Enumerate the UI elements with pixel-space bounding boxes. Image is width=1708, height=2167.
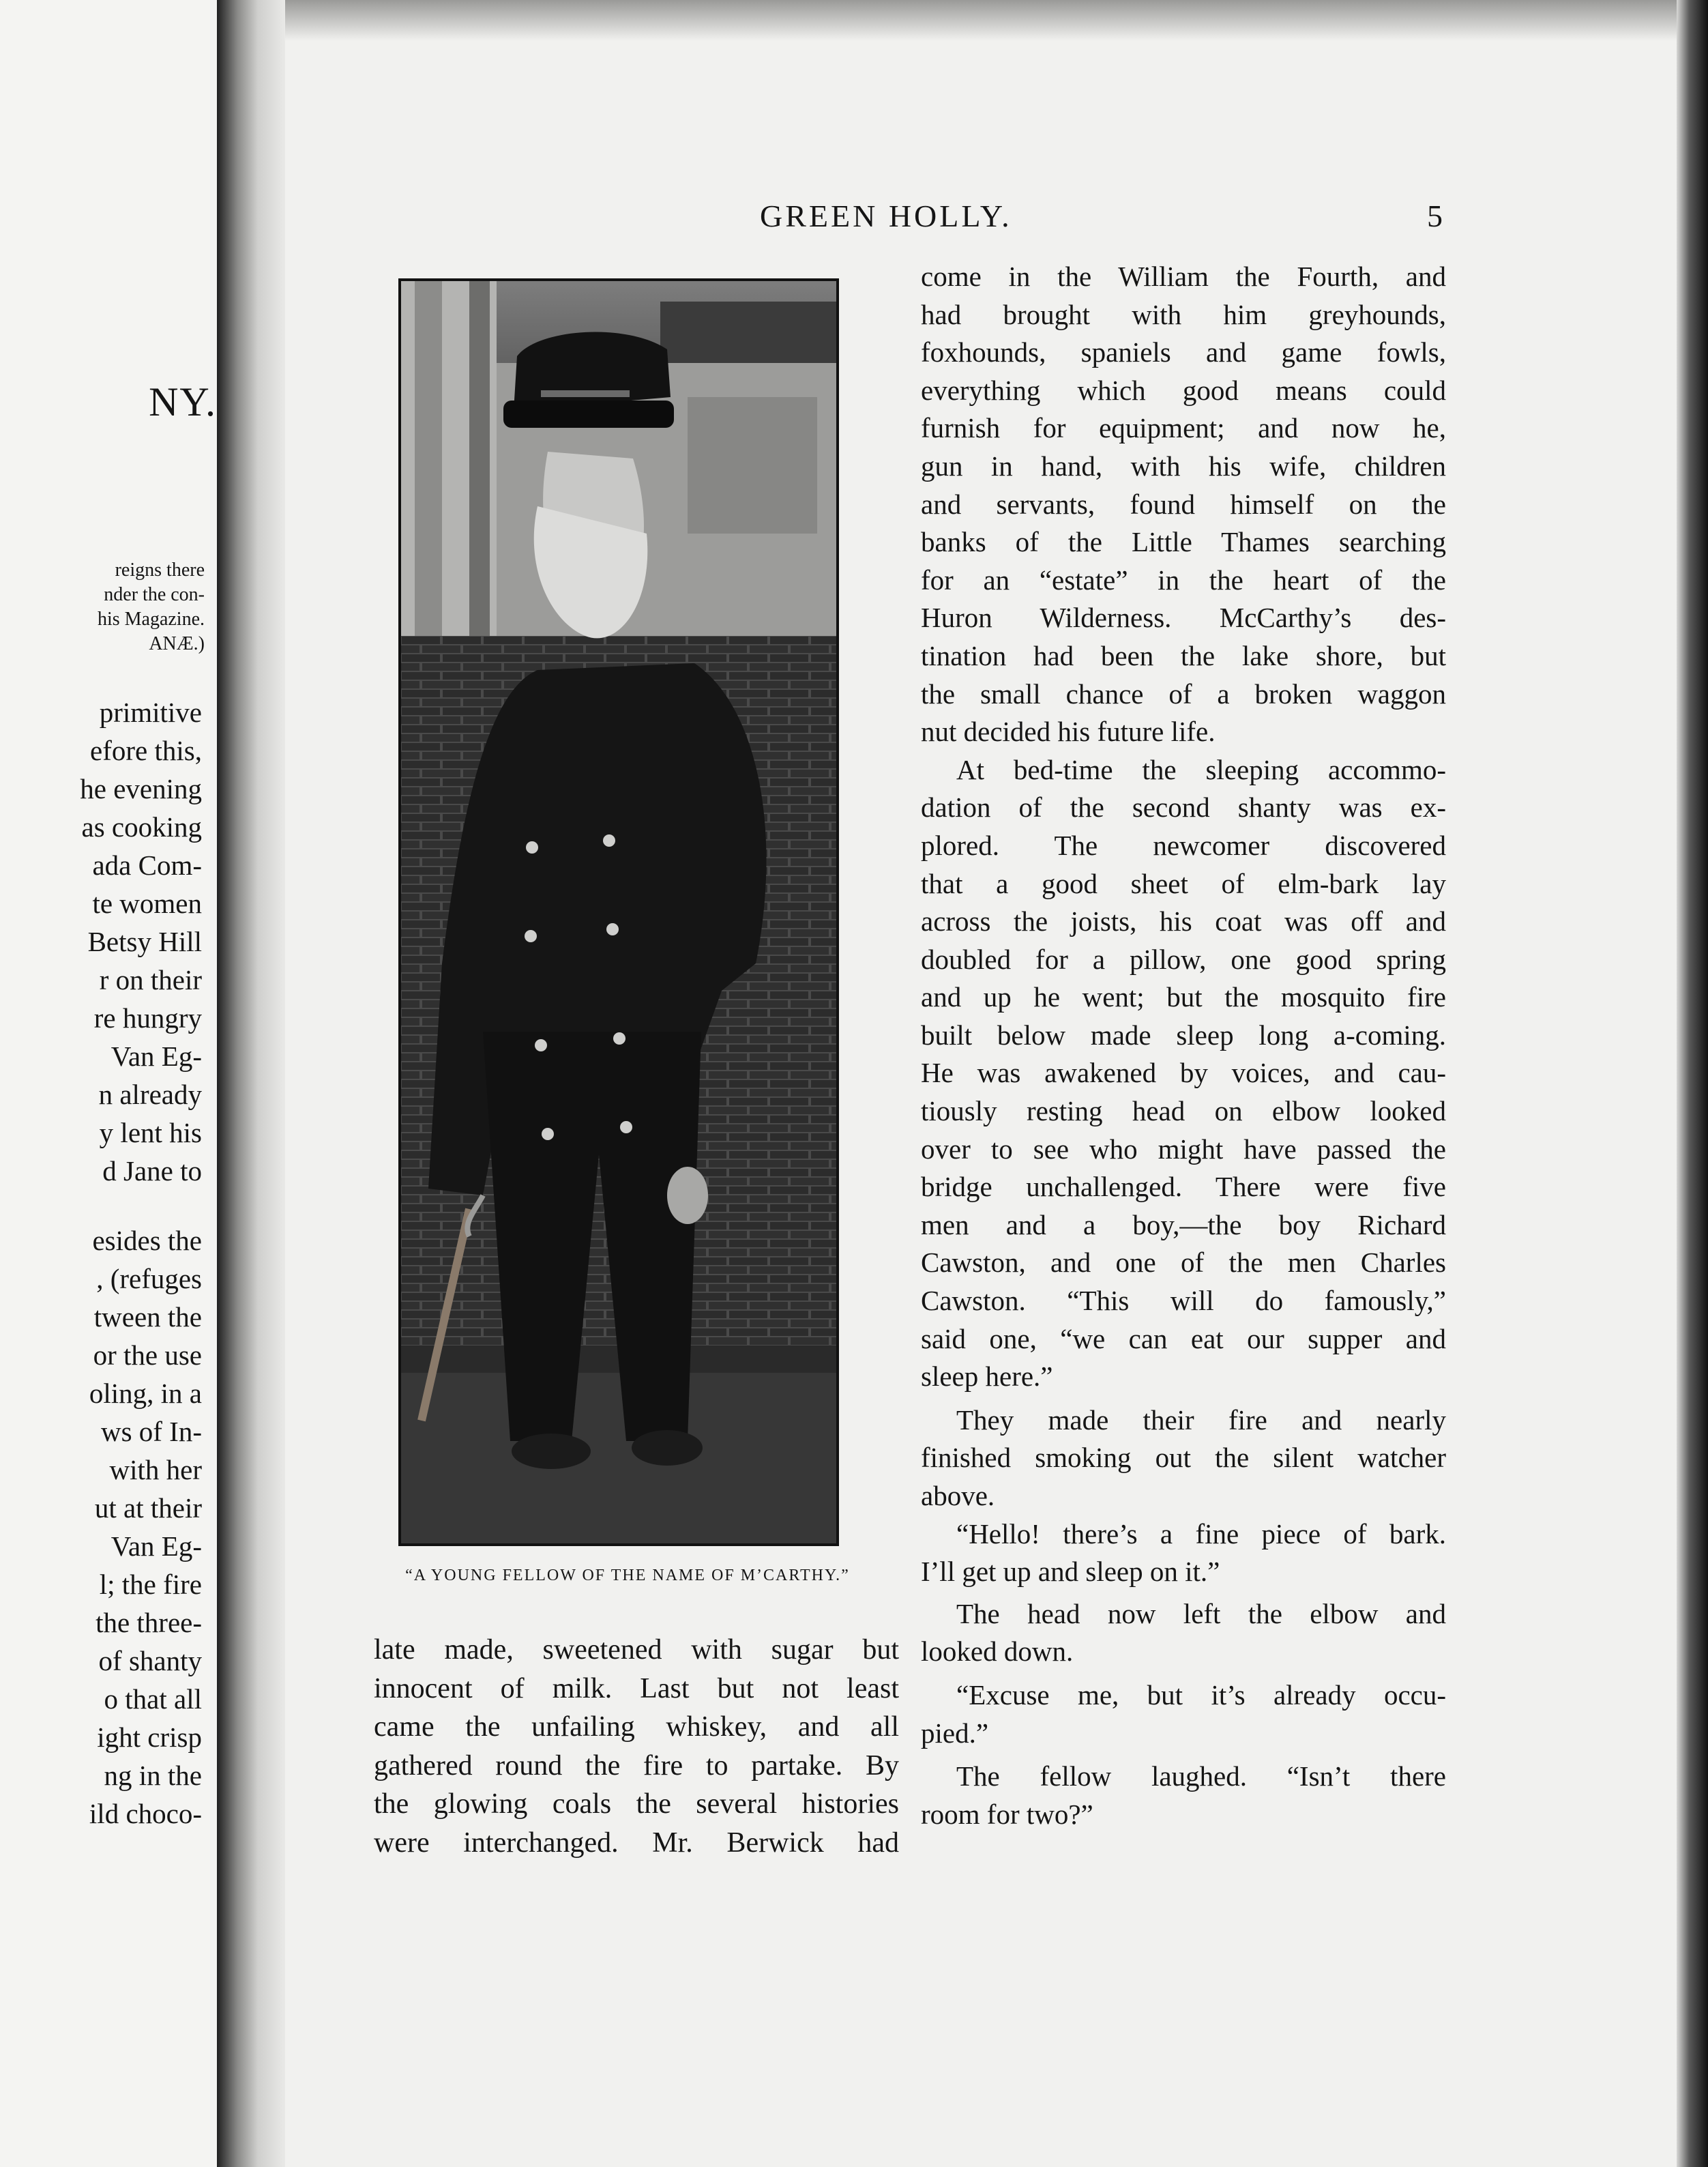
text-line: I’ll get up and sleep on it.” (921, 1556, 1220, 1588)
page-edge (1677, 0, 1708, 2167)
text-line: ws of In- (100, 1416, 202, 1447)
text-line: At bed-time the sleeping accommo- (956, 753, 1446, 785)
text-line: gathered round the fire to partake. By (374, 1749, 899, 1781)
text-line: n already (98, 1079, 202, 1110)
text-line: Cawston, and one of the men Charles (921, 1247, 1446, 1279)
note-line: his Magazine. (97, 609, 205, 630)
text-line: , (refuges (96, 1263, 202, 1294)
left-column-text (374, 1631, 899, 1863)
text-line: above. (921, 1480, 995, 1511)
text-line: that a good sheet of elm-bark lay (921, 867, 1446, 899)
running-head: GREEN HOLLY. (760, 199, 1012, 233)
text-line: sleep here.” (921, 1361, 1053, 1393)
right-column-text (921, 258, 1446, 1833)
text-line: tination had been the lake shore, but (921, 639, 1446, 671)
text-line: They made their fire and nearly (956, 1404, 1446, 1436)
text-line: and servants, found himself on the (921, 488, 1446, 520)
text-line: He was awakened by voices, and cau- (921, 1057, 1446, 1089)
text-line: Van Eg- (111, 1041, 202, 1072)
text-line: or the use (93, 1339, 202, 1371)
text-line: o that all (104, 1683, 202, 1715)
facing-page (0, 0, 217, 2167)
text-line: came the unfailing whiskey, and all (374, 1711, 899, 1743)
text-line: the small chance of a broken waggon (921, 678, 1446, 710)
text-line: esides the (92, 1225, 202, 1256)
note-line: nder the con- (104, 584, 205, 605)
text-line: the glowing coals the several histories (374, 1788, 899, 1820)
text-line: y lent his (99, 1117, 202, 1148)
text-line: everything which good means could (921, 374, 1446, 406)
text-line: l; the fire (99, 1569, 202, 1600)
text-line: tiously resting head on elbow looked (921, 1095, 1446, 1127)
text-line: finished smoking out the silent watcher (921, 1442, 1446, 1474)
text-line: efore this, (90, 735, 202, 766)
text-line: oling, in a (89, 1378, 202, 1409)
text-line: primitive (99, 697, 202, 728)
text-line: The fellow laughed. “Isn’t there (956, 1760, 1446, 1792)
note-line: reigns there (115, 559, 205, 581)
note-line: ANÆ.) (149, 633, 205, 654)
page-top-shade (285, 0, 1677, 41)
text-line: ada Com- (92, 849, 202, 881)
text-line: said one, “we can eat our supper and (921, 1322, 1446, 1354)
text-line: plored. The newcomer discovered (921, 829, 1446, 861)
figure-caption: “A YOUNG FELLOW OF THE NAME OF M’CARTHY.” (405, 1567, 850, 1584)
text-line: ild choco- (89, 1798, 202, 1829)
text-line: Van Eg- (111, 1530, 202, 1562)
text-line: with her (109, 1454, 202, 1485)
text-line: innocent of milk. Last but not least (374, 1672, 899, 1704)
text-line: gun in hand, with his wife, children (921, 450, 1446, 482)
text-line: d Jane to (102, 1155, 202, 1187)
text-line: as cooking (81, 811, 202, 843)
photograph-image (401, 281, 836, 1543)
text-line: were interchanged. Mr. Berwick had (374, 1827, 899, 1859)
text-line: had brought with him greyhounds, (921, 298, 1446, 330)
text-line: re hungry (93, 1002, 202, 1034)
book-gutter (217, 0, 285, 2167)
text-line: the three- (95, 1607, 202, 1638)
text-line: foxhounds, spaniels and game fowls, (921, 336, 1446, 368)
facing-page-heading: NY. (149, 379, 217, 424)
text-line: Cawston. “This will do famously,” (921, 1285, 1446, 1317)
text-line: ng in the (104, 1760, 202, 1791)
text-line: and up he went; but the mosquito fire (921, 981, 1446, 1013)
text-line: nut decided his future life. (921, 716, 1216, 748)
text-line: across the joists, his coat was off and (921, 905, 1446, 937)
text-line: tween the (93, 1301, 202, 1333)
text-line: of shanty (98, 1645, 202, 1676)
text-line: “Hello! there’s a fine piece of bark. (956, 1517, 1446, 1550)
text-line: “Excuse me, but it’s already occu- (956, 1678, 1446, 1711)
text-line: dation of the second shanty was ex- (921, 791, 1446, 824)
text-line: men and a boy,—the boy Richard (921, 1208, 1446, 1240)
page-number: 5 (1427, 199, 1443, 233)
text-line: furnish for equipment; and now he, (921, 412, 1446, 444)
text-line: Betsy Hill (87, 926, 202, 957)
text-line: doubled for a pillow, one good spring (921, 943, 1446, 975)
text-line: ight crisp (97, 1721, 202, 1753)
text-line: looked down. (921, 1635, 1074, 1668)
text-line: pied.” (921, 1717, 989, 1749)
text-line: The head now left the elbow and (956, 1597, 1446, 1629)
text-line: banks of the Little Thames searching (921, 526, 1446, 558)
text-line: te women (92, 888, 202, 919)
text-line: room for two?” (921, 1798, 1093, 1830)
text-line: built below made sleep long a-coming. (921, 1019, 1446, 1051)
text-line: for an “estate” in the heart of the (921, 564, 1446, 596)
text-line: ut at their (94, 1492, 202, 1524)
text-line: r on their (99, 964, 202, 995)
text-line: he evening (80, 773, 202, 804)
text-line: Huron Wilderness. McCarthy’s des- (921, 602, 1446, 634)
text-line: come in the William the Fourth, and (921, 261, 1446, 292)
text-line: late made, sweetened with sugar but (374, 1634, 899, 1666)
portrait-photograph (398, 278, 839, 1546)
text-line: over to see who might have passed the (921, 1133, 1446, 1165)
text-line: bridge unchallenged. There were five (921, 1171, 1446, 1203)
